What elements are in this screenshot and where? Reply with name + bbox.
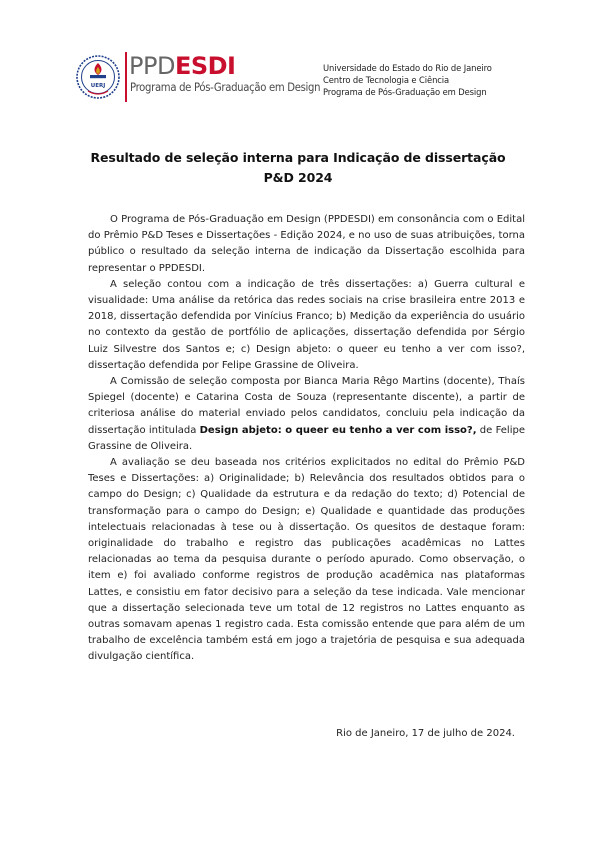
seal-text: UERJ — [90, 83, 106, 89]
uerj-seal-icon — [75, 53, 121, 103]
document-title — [60, 148, 536, 188]
title-line-1: Resultado de seleção interna para Indicação de dissertação — [90, 150, 506, 165]
institution-block — [323, 62, 492, 98]
paragraph-3-text-a: A Comissão de seleção composta por Bianca Maria Rêgo Martins (docente), Thaís Spiegel (docente) e Catarina Costa de Souza (representante discente), a partir de criteriosa análise do material enviado pelos candidatos, concluiu pela indicação da dissertação intitulada — [88, 376, 525, 436]
paragraph-3 — [88, 374, 525, 455]
date-line: Rio de Janeiro, 17 de julho de 2024. — [336, 728, 515, 739]
letterhead — [72, 50, 532, 106]
title-line-2: P&D 2024 — [263, 170, 333, 185]
paragraph-3-text-b: de Felipe Grassine de Oliveira. — [88, 424, 525, 452]
paragraph-1: O Programa de Pós-Graduação em Design (PPDESDI) em consonância com o Edital do Prêmio P&D Teses e Dissertações - Edição 2024, e no uso de suas atribuições, torna público o resultado da seleção interna de indicação da Dissertação escolhida para representar o PPDESDI. — [88, 214, 525, 274]
paragraph-4: A avaliação se deu baseada nos critérios explicitados no edital do Prêmio P&D Teses e Dissertações: a) Originalidade; b) Relevância dos resultados obtidos para o campo do Design; c) Qualidade da estrutura e da redação do texto; d) Potencial de transformação para o campo do Design; e) Qualidade e quantidade das produções intelectuais relacionadas à tese ou à dissertação. Os quesitos de destaque foram: originalidade do trabalho e registro das publicações acadêmicas no Lattes relacionadas ao tema da pesquisa durante o período apurado. Como observação, o item e) foi avaliado conforme registros de produção acadêmica nas plataformas Lattes, e consistiu em fator decisivo para a seleção da tese indicada. Vale mencionar que a dissertação selecionada teve um total de 12 registros no Lattes enquanto as outras somavam apenas 1 registro cada. Esta comissão entende que para além de um trabalho de excelência também está em jogo a trajetória de pesquisa e sua adequada divulgação científica. — [88, 457, 525, 663]
selected-dissertation-title: Design abjeto: o queer eu tenho a ver com isso?, — [199, 424, 477, 436]
document-body — [88, 212, 525, 666]
logo-divider — [125, 52, 127, 102]
logo-wordmark — [129, 52, 235, 80]
paragraph-2: A seleção contou com a indicação de três dissertações: a) Guerra cultural e visualidade: Uma análise da retórica das redes sociais na crise brasileira entre 2013 e 2018, dissertação defendida por Vinícius Franco; b) Medição da experiência do usuário no contexto da gestão de portfólio de aplicações, dissertação defendida por Sérgio Luiz Silvestre dos Santos e; c) Design abjeto: o queer eu tenho a ver com isso?, dissertação defendida por Felipe Grassine de Oliveira. — [88, 278, 525, 371]
logo-subtitle: Programa de Pós-Graduação em Design — [130, 81, 321, 94]
institution-line-3: Programa de Pós-Graduação em Design — [323, 87, 487, 97]
institution-line-2: Centro de Tecnologia e Ciência — [323, 75, 450, 85]
institution-line-1: Universidade do Estado do Rio de Janeiro — [323, 63, 492, 73]
logo-esdi: ESDI — [174, 52, 236, 80]
logo-ppd: PPD — [129, 52, 175, 80]
